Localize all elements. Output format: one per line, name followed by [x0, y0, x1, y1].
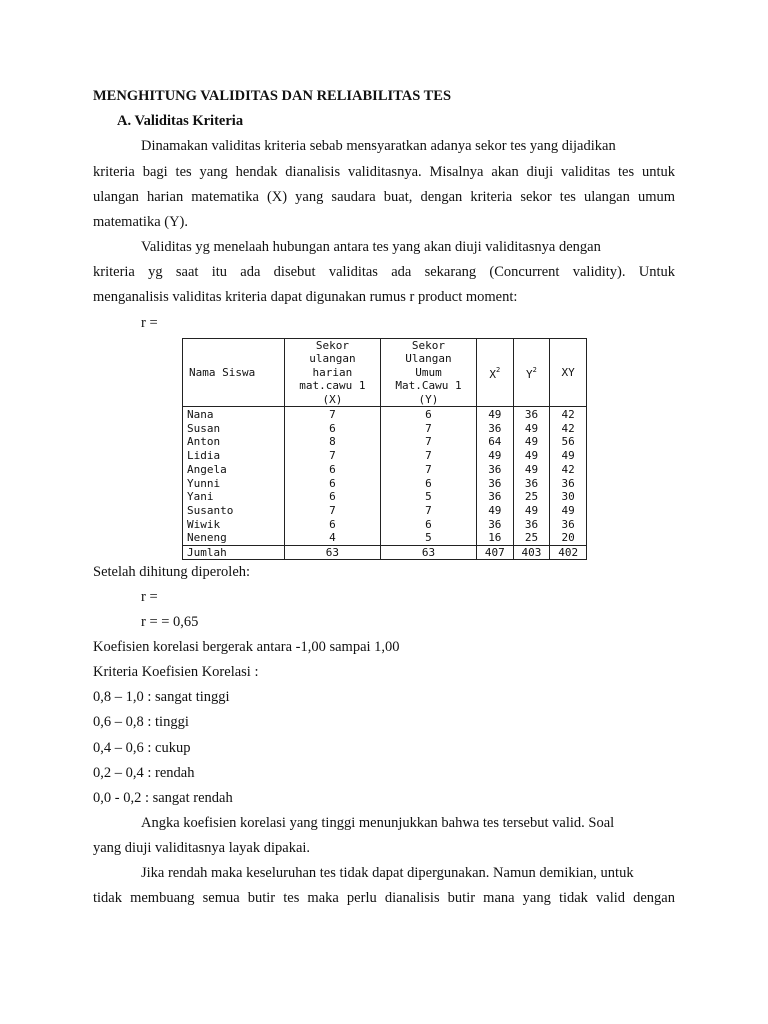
score-x-cell: 7 [284, 504, 380, 518]
score-xy-cell: 42 [550, 463, 587, 477]
table-row [183, 449, 587, 463]
score-y-cell: 7 [380, 435, 476, 449]
score-x2-cell: 64 [477, 435, 514, 449]
student-name-cell: Yunni [183, 477, 285, 491]
paragraph-2-line: menganalisis validitas kriteria dapat digunakan rumus r product moment: [93, 289, 518, 305]
total-label: Jumlah [183, 546, 285, 560]
table-row [183, 407, 587, 422]
table-row [183, 504, 587, 518]
r-result-line-1: r = [141, 589, 158, 605]
score-x2-cell: 36 [477, 477, 514, 491]
score-y2-cell: 36 [513, 407, 550, 422]
table-row [183, 463, 587, 477]
score-y-cell: 6 [380, 407, 476, 422]
student-name-cell: Angela [183, 463, 285, 477]
score-y2-cell: 36 [513, 518, 550, 532]
header-xy: XY [550, 339, 587, 407]
score-y2-cell: 49 [513, 463, 550, 477]
score-x-cell: 6 [284, 490, 380, 504]
student-name-cell: Wiwik [183, 518, 285, 532]
score-xy-cell: 30 [550, 490, 587, 504]
score-y2-cell: 25 [513, 531, 550, 545]
header-sekor-x: Sekor ulangan harian mat.cawu 1 (X) [284, 339, 380, 407]
student-name-cell: Lidia [183, 449, 285, 463]
score-y2-cell: 36 [513, 477, 550, 491]
score-y-cell: 6 [380, 518, 476, 532]
score-x-cell: 8 [284, 435, 380, 449]
score-x-cell: 6 [284, 477, 380, 491]
paragraph-3-line: Angka koefisien korelasi yang tinggi menunjukkan bahwa tes tersebut valid. Soal [141, 815, 615, 831]
after-table-text: Setelah dihitung diperoleh: [93, 564, 251, 580]
table-body [183, 407, 587, 546]
paragraph-2-line: Validitas yg menelaah hubungan antara tes yang akan diuji validitasnya dengan [141, 239, 601, 255]
score-y-cell: 5 [380, 490, 476, 504]
table-row [183, 422, 587, 436]
paragraph-1-line: matematika (Y). [93, 214, 189, 230]
header-sekor-y: Sekor Ulangan Umum Mat.Cawu 1 (Y) [380, 339, 476, 407]
score-xy-cell: 49 [550, 449, 587, 463]
table-row [183, 435, 587, 449]
criteria-item: 0,4 – 0,6 : cukup [93, 740, 191, 756]
paragraph-4-line: Jika rendah maka keseluruhan tes tidak dapat dipergunakan. Namun demikian, untuk [141, 865, 634, 881]
score-x2-cell: 36 [477, 463, 514, 477]
score-y2-cell: 49 [513, 504, 550, 518]
table-row [183, 531, 587, 545]
student-name-cell: Yani [183, 490, 285, 504]
section-heading-validitas-kriteria: A. Validitas Kriteria [117, 113, 244, 129]
score-xy-cell: 20 [550, 531, 587, 545]
r-formula-label: r = [141, 315, 158, 331]
score-x-cell: 6 [284, 463, 380, 477]
score-y-cell: 7 [380, 463, 476, 477]
table-row [183, 477, 587, 491]
score-x2-cell: 36 [477, 518, 514, 532]
total-x: 63 [284, 546, 380, 560]
score-x2-cell: 49 [477, 449, 514, 463]
r-result-line-2: r = = 0,65 [141, 614, 199, 630]
student-name-cell: Neneng [183, 531, 285, 545]
score-x2-cell: 16 [477, 531, 514, 545]
header-y-squared: $Y^2$ [513, 339, 550, 407]
table-total-row [183, 546, 587, 560]
score-x-cell: 6 [284, 422, 380, 436]
student-name-cell: Anton [183, 435, 285, 449]
header-nama-siswa: Nama Siswa [183, 339, 285, 407]
criteria-item: 0,2 – 0,4 : rendah [93, 765, 195, 781]
table-row [183, 490, 587, 504]
score-y-cell: 7 [380, 449, 476, 463]
score-y2-cell: 49 [513, 422, 550, 436]
score-y2-cell: 49 [513, 449, 550, 463]
table-header-row [183, 339, 587, 407]
score-x2-cell: 36 [477, 490, 514, 504]
total-y: 63 [380, 546, 476, 560]
score-x-cell: 4 [284, 531, 380, 545]
student-name-cell: Nana [183, 407, 285, 422]
score-x2-cell: 36 [477, 422, 514, 436]
score-y-cell: 7 [380, 422, 476, 436]
coefficient-range-text: Koefisien korelasi bergerak antara -1,00 sampai 1,00 [93, 639, 400, 655]
score-y-cell: 6 [380, 477, 476, 491]
score-x2-cell: 49 [477, 504, 514, 518]
total-x2: 407 [477, 546, 514, 560]
score-y2-cell: 49 [513, 435, 550, 449]
total-xy: 402 [550, 546, 587, 560]
student-name-cell: Susan [183, 422, 285, 436]
document-title: MENGHITUNG VALIDITAS DAN RELIABILITAS TES [93, 88, 452, 104]
score-x-cell: 6 [284, 518, 380, 532]
score-xy-cell: 42 [550, 407, 587, 422]
paragraph-4-line: tidak membuang semua butir tes maka perlu dianalisis butir mana yang tidak valid dengan [93, 890, 675, 906]
score-y2-cell: 25 [513, 490, 550, 504]
criteria-title: Kriteria Koefisien Korelasi : [93, 664, 259, 680]
score-xy-cell: 36 [550, 518, 587, 532]
criteria-item: 0,0 - 0,2 : sangat rendah [93, 790, 233, 806]
score-xy-cell: 42 [550, 422, 587, 436]
score-xy-cell: 49 [550, 504, 587, 518]
paragraph-1-line: kriteria bagi tes yang hendak dianalisis validitasnya. Misalnya akan diuji validitas tes untuk [93, 164, 675, 180]
criteria-item: 0,8 – 1,0 : sangat tinggi [93, 689, 230, 705]
paragraph-2-line: kriteria yg saat itu ada disebut validitas ada sekarang (Concurrent validity). Untuk [93, 264, 675, 280]
score-xy-cell: 36 [550, 477, 587, 491]
criteria-item: 0,6 – 0,8 : tinggi [93, 714, 189, 730]
score-table [182, 338, 587, 560]
score-xy-cell: 56 [550, 435, 587, 449]
score-x-cell: 7 [284, 407, 380, 422]
student-name-cell: Susanto [183, 504, 285, 518]
score-x-cell: 7 [284, 449, 380, 463]
score-y-cell: 5 [380, 531, 476, 545]
header-x-squared: $X^2$ [477, 339, 514, 407]
total-y2: 403 [513, 546, 550, 560]
paragraph-3-line: yang diuji validitasnya layak dipakai. [93, 840, 311, 856]
score-y-cell: 7 [380, 504, 476, 518]
paragraph-1-line: ulangan harian matematika (X) yang saudara buat, dengan kriteria sekor tes ulangan umum [93, 189, 675, 205]
score-x2-cell: 49 [477, 407, 514, 422]
table-row [183, 518, 587, 532]
paragraph-1-line: Dinamakan validitas kriteria sebab mensyaratkan adanya sekor tes yang dijadikan [141, 138, 616, 154]
